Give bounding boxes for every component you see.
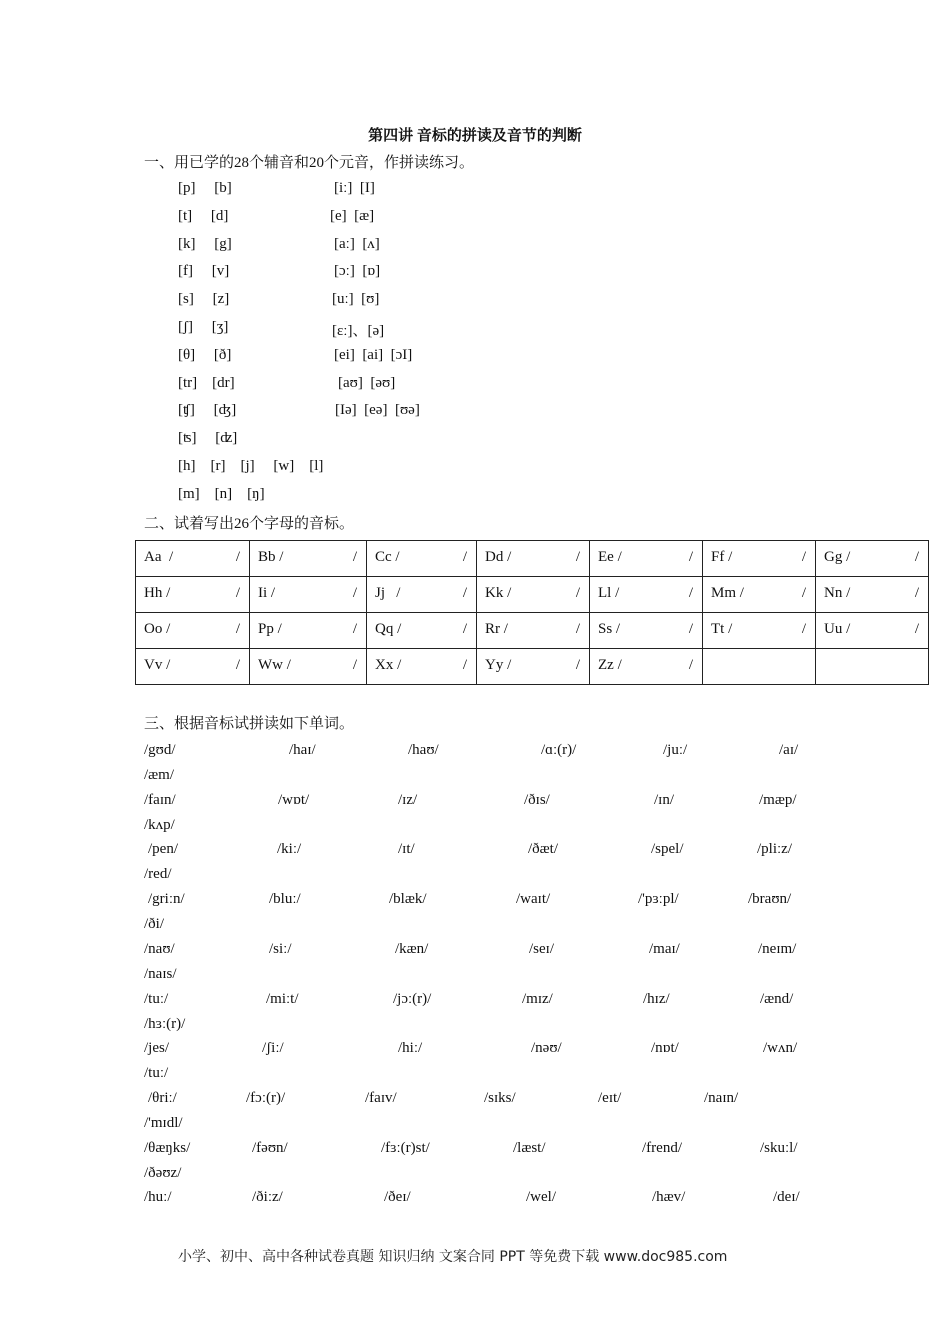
consonant-pair: [k] [g] [178,235,232,252]
phonetic-word: /bluː/ [269,891,301,908]
alphabet-cell [367,649,477,685]
phonetic-word: /fəʊn/ [252,1139,288,1156]
answer-slash: / [575,657,580,673]
phonetic-word: /hɜː(r)/ [144,1015,186,1032]
phonetic-word: /kæn/ [395,940,429,957]
phonetic-word: /aɪ/ [779,742,799,758]
alphabet-cell [590,613,703,649]
letter-label: Rr / [485,621,508,637]
letter-label: Zz / [598,657,622,673]
phonetic-word: /jɔː(r)/ [393,990,432,1007]
phonetic-word: /kʌp/ [144,816,175,833]
vowel-group: [e] [æ] [330,207,375,224]
letter-label: Pp / [258,621,282,637]
phonetic-word: /ðeɪ/ [384,1189,411,1206]
phonetic-word: /jes/ [144,1040,169,1057]
alphabet-cell [816,649,929,685]
phonetic-word: /red/ [144,866,172,883]
letter-label: Aa / [144,549,174,565]
consonant-pair: [ʧ] [ʤ] [178,402,237,419]
section1-heading: 一、用已学的28个辅音和20个元音，作拼读练习。 [144,155,475,171]
consonant-pair: [f] [v] [178,263,230,280]
answer-slash: / [462,585,467,601]
vowel-group: [ɛː]、[ə] [332,323,385,339]
answer-slash: / [462,549,467,565]
answer-slash: / [688,621,693,637]
letter-label: Hh / [144,585,171,601]
alphabet-row [136,541,929,577]
phonetic-word: /seɪ/ [529,940,554,957]
alphabet-row [136,577,929,613]
answer-slash: / [914,549,919,565]
phonetic-word: /ði/ [144,916,165,933]
alphabet-row [136,613,929,649]
phonetic-word: /maɪ/ [649,940,680,957]
vowel-group: [ɔː] [ɒ] [334,263,381,280]
alphabet-table [135,540,929,685]
phonetic-word: /fɜː(r)st/ [381,1139,430,1156]
page-title: 第四讲 音标的拼读及音节的判断 [368,128,582,144]
alphabet-cell [590,577,703,613]
phonetic-word: /gʊd/ [144,742,176,758]
phonetic-word: /wɒt/ [278,791,310,808]
letter-label: Qq / [375,621,402,637]
alphabet-cell [477,541,590,577]
answer-slash: / [914,585,919,601]
phonetic-word: /tuː/ [144,990,169,1007]
alphabet-cell [703,649,816,685]
letter-label: Nn / [824,585,851,601]
alphabet-cell [367,577,477,613]
phonetic-word: /nəʊ/ [531,1040,562,1057]
vowel-group: [Iə] [eə] [ʊə] [335,402,420,419]
alphabet-cell [703,577,816,613]
answer-slash: / [575,585,580,601]
phonetic-word: /ænd/ [760,990,794,1007]
alphabet-cell [250,649,367,685]
phonetic-word: /ðəʊz/ [144,1164,182,1181]
section3-heading: 三、根据音标试拼读如下单词。 [144,716,355,732]
phonetic-word: /ðæt/ [528,841,559,858]
phonetic-word: /naʊ/ [144,940,175,957]
alphabet-cell [136,649,250,685]
alphabet-cell [136,613,250,649]
phonetic-word: /mɪz/ [522,990,553,1007]
alphabet-cell [590,649,703,685]
phonetic-word: /pen/ [148,841,178,858]
consonant-pair: [t] [d] [178,207,229,224]
phonetic-word: /wel/ [526,1189,556,1206]
phonetic-word: /hæv/ [652,1189,686,1206]
answer-slash: / [688,549,693,565]
letter-label: Ff / [711,549,733,565]
phonetic-word: /ðiːz/ [252,1189,283,1206]
alphabet-row [136,649,929,685]
answer-slash: / [235,585,240,601]
answer-slash: / [352,657,357,673]
vowel-group: [iː] [I] [334,180,375,196]
phonetic-word: /sɪks/ [484,1089,516,1106]
phonetic-word: /eɪt/ [598,1089,622,1106]
phonetic-word: /haɪ/ [289,742,316,758]
phonetic-word: /kiː/ [277,841,302,858]
phonetic-word: /wʌn/ [763,1040,798,1057]
phonetic-word: /læst/ [513,1139,546,1156]
answer-slash: / [801,585,806,601]
phonetic-word: /huː/ [144,1189,172,1206]
phonetic-word: /ɪz/ [398,791,418,808]
phonetic-word: /neɪm/ [758,940,797,957]
vowel-group: [aː] [ʌ] [334,235,380,252]
consonant-pair: [h] [r] [j] [w] [l] [178,458,324,474]
alphabet-cell [703,613,816,649]
alphabet-cell [590,541,703,577]
vowel-group: [ei] [ai] [ɔI] [334,346,413,363]
alphabet-cell [477,613,590,649]
letter-label: Ee / [598,549,622,565]
answer-slash: / [688,657,693,673]
phonetic-word: /braʊn/ [748,891,792,908]
answer-slash: / [914,621,919,637]
phonetic-word: /blæk/ [389,891,427,908]
alphabet-cell [367,541,477,577]
phonetic-word: /frend/ [642,1139,682,1156]
consonant-pair: [m] [n] [ŋ] [178,485,265,502]
letter-label: Mm / [711,585,744,601]
phonetic-word: /deɪ/ [773,1189,800,1206]
answer-slash: / [235,549,240,565]
consonant-pair: [ʦ] [ʣ] [178,430,238,447]
alphabet-cell [367,613,477,649]
phonetic-word: /naɪs/ [144,965,177,982]
answer-slash: / [575,549,580,565]
alphabet-cell [136,541,250,577]
letter-label: Cc / [375,549,400,565]
answer-slash: / [235,621,240,637]
section2-heading: 二、试着写出26个字母的音标。 [144,516,355,532]
phonetic-word: /ʃiː/ [262,1040,284,1057]
phonetic-word: /θriː/ [148,1089,177,1106]
phonetic-word: /'mɪdl/ [144,1114,183,1131]
phonetic-word: /siː/ [269,940,292,957]
phonetic-word: /fɔː(r)/ [246,1089,286,1106]
answer-slash: / [688,585,693,601]
answer-slash: / [352,585,357,601]
phonetic-word: /hɪz/ [643,990,670,1007]
alphabet-cell [250,577,367,613]
letter-label: Xx / [375,657,402,673]
phonetic-word: /ɪt/ [398,841,415,858]
phonetic-word: /ɪn/ [654,791,675,808]
letter-label: Vv / [144,657,171,673]
phonetic-word: /juː/ [663,742,688,758]
letter-label: Yy / [485,657,512,673]
answer-slash: / [235,657,240,673]
answer-slash: / [352,621,357,637]
answer-slash: / [352,549,357,565]
phonetic-word: /haʊ/ [408,742,439,758]
consonant-pair: [s] [z] [178,291,230,308]
phonetic-word: /waɪt/ [516,891,551,908]
letter-label: Ww / [258,657,291,673]
phonetic-word: /faɪv/ [365,1089,397,1106]
letter-label: Dd / [485,549,512,565]
alphabet-cell [250,541,367,577]
letter-label: Uu / [824,621,851,637]
phonetic-word: /nɒt/ [651,1040,679,1057]
alphabet-cell [477,577,590,613]
phonetic-word: /miːt/ [266,990,299,1007]
phonetic-word: /mæp/ [759,791,797,808]
phonetic-word: /θæŋks/ [144,1139,191,1156]
consonant-pair: [tr] [dr] [178,374,235,391]
answer-slash: / [801,621,806,637]
answer-slash: / [462,657,467,673]
phonetic-word: /'pɜːpl/ [638,891,679,908]
footer-text: 小学、初中、高中各种试卷真题 知识归纳 文案合同 PPT 等免费下载 www.doc985.com [178,1249,728,1265]
phonetic-word: /faɪn/ [144,791,176,808]
vowel-group: [uː] [ʊ] [332,291,380,308]
phonetic-word: /æm/ [144,767,175,783]
alphabet-cell [816,613,929,649]
letter-label: Kk / [485,585,512,601]
letter-label: Ss / [598,621,621,637]
alphabet-cell [136,577,250,613]
alphabet-cell [816,577,929,613]
letter-label: Gg / [824,549,851,565]
consonant-pair: [θ] [ð] [178,346,232,363]
alphabet-cell [250,613,367,649]
letter-label: Tt / [711,621,733,637]
letter-label: Ll / [598,585,620,601]
answer-slash: / [575,621,580,637]
letter-label: Bb / [258,549,284,565]
phonetic-word: /griːn/ [148,891,185,908]
letter-label: Ii / [258,585,276,601]
phonetic-word: /ðɪs/ [524,791,550,808]
phonetic-word: /tuː/ [144,1065,169,1082]
alphabet-cell [816,541,929,577]
phonetic-word: /pliːz/ [757,841,792,858]
phonetic-word: /spel/ [651,841,684,858]
answer-slash: / [801,549,806,565]
letter-label: Oo / [144,621,171,637]
phonetic-word: /ɑː(r)/ [541,742,577,758]
phonetic-word: /naɪn/ [704,1089,739,1106]
answer-slash: / [462,621,467,637]
phonetic-word: /skuːl/ [760,1139,798,1156]
alphabet-cell [703,541,816,577]
consonant-pair: [ʃ] [ʒ] [178,319,229,335]
alphabet-cell [477,649,590,685]
vowel-group: [aʊ] [əʊ] [338,374,396,391]
consonant-pair: [p] [b] [178,180,232,196]
letter-label: Jj / [375,585,401,601]
phonetic-word: /hiː/ [398,1040,423,1057]
